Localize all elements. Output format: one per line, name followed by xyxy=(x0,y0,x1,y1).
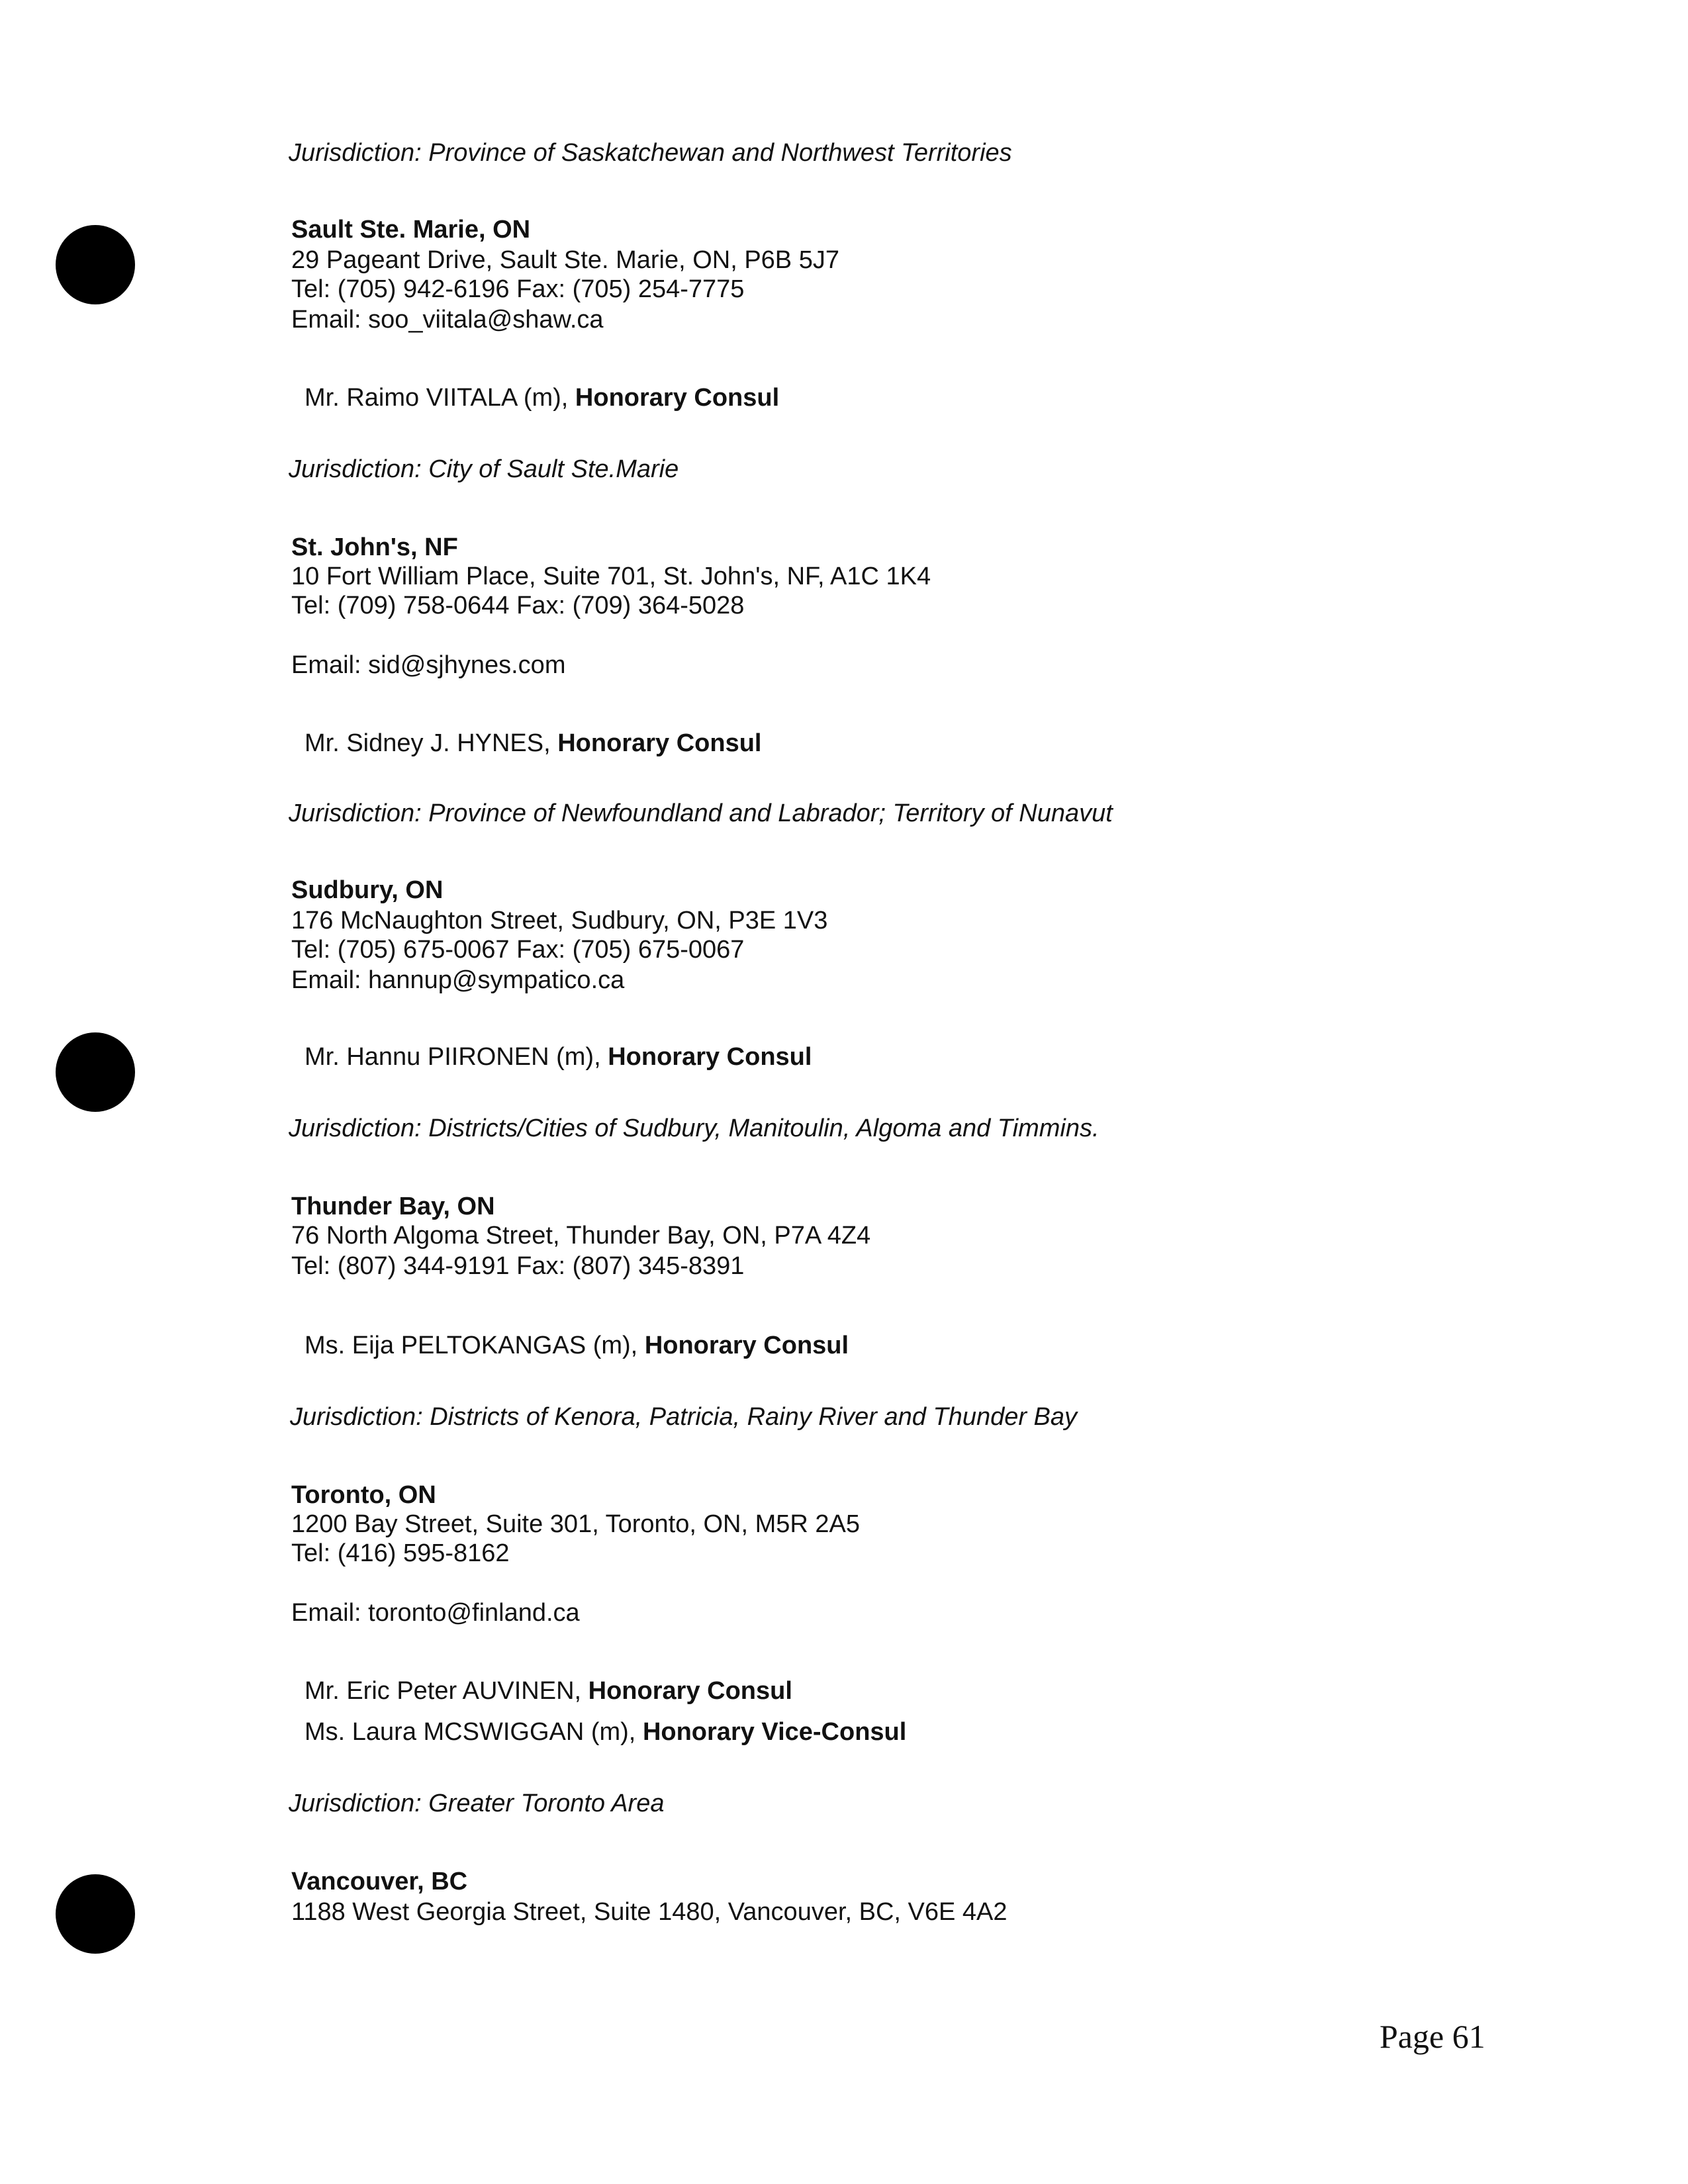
officer-line xyxy=(305,728,761,758)
city-heading: Vancouver, BC xyxy=(291,1868,468,1895)
address-line: 1188 West Georgia Street, Suite 1480, Vancouver, BC, V6E 4A2 xyxy=(291,1898,1008,1926)
officer-name: Ms. Laura MCSWIGGAN (m), xyxy=(305,1718,636,1746)
punch-hole-top xyxy=(56,225,135,304)
email-line: Email: hannup@sympatico.ca xyxy=(291,966,625,994)
officer-name: Mr. Raimo VIITALA (m), xyxy=(305,384,569,412)
email-line: Email: soo_viitala@shaw.ca xyxy=(291,306,604,334)
page-number: Page 61 xyxy=(1380,2018,1485,2055)
jurisdiction-text: Jurisdiction: City of Sault Ste.Marie xyxy=(289,455,679,483)
phone-line: Tel: (705) 942-6196 Fax: (705) 254-7775 xyxy=(291,275,745,303)
officer-name: Mr. Hannu PIIRONEN (m), xyxy=(305,1043,601,1071)
officer-name: Mr. Eric Peter AUVINEN, xyxy=(305,1677,582,1705)
address-line: 10 Fort William Place, Suite 701, St. John's, NF, A1C 1K4 xyxy=(291,563,931,590)
officer-name: Mr. Sidney J. HYNES, xyxy=(305,729,551,757)
officer-title: Honorary Consul xyxy=(575,384,780,412)
punch-hole-middle xyxy=(56,1032,135,1112)
officer-title: Honorary Consul xyxy=(608,1043,812,1071)
address-line: 1200 Bay Street, Suite 301, Toronto, ON, M5R 2A5 xyxy=(291,1510,861,1538)
phone-line: Tel: (705) 675-0067 Fax: (705) 675-0067 xyxy=(291,936,745,964)
officer-line xyxy=(305,1330,849,1361)
officer-title: Honorary Consul xyxy=(644,1332,849,1359)
officer-title: Honorary Consul xyxy=(557,729,762,757)
officer-name: Ms. Eija PELTOKANGAS (m), xyxy=(305,1332,638,1359)
city-heading: Sudbury, ON xyxy=(291,876,444,904)
phone-line: Tel: (416) 595-8162 xyxy=(291,1539,510,1567)
officer-line xyxy=(305,383,779,413)
punch-hole-bottom xyxy=(56,1874,135,1954)
phone-line: Tel: (709) 758-0644 Fax: (709) 364-5028 xyxy=(291,592,745,619)
jurisdiction-text: Jurisdiction: Province of Saskatchewan and Northwest Territories xyxy=(289,139,1012,167)
phone-line: Tel: (807) 344-9191 Fax: (807) 345-8391 xyxy=(291,1252,745,1280)
city-heading: Thunder Bay, ON xyxy=(291,1193,495,1220)
city-heading: St. John's, NF xyxy=(291,533,458,561)
jurisdiction-text: Jurisdiction: Greater Toronto Area xyxy=(289,1790,665,1817)
officer-line xyxy=(305,1717,906,1747)
email-line: Email: toronto@finland.ca xyxy=(291,1599,580,1627)
city-heading: Toronto, ON xyxy=(291,1481,436,1509)
email-line: Email: sid@sjhynes.com xyxy=(291,651,566,679)
jurisdiction-text: Jurisdiction: Province of Newfoundland and Labrador; Territory of Nunavut xyxy=(289,799,1113,827)
city-heading: Sault Ste. Marie, ON xyxy=(291,216,531,244)
officer-title: Honorary Vice-Consul xyxy=(642,1718,907,1746)
address-line: 76 North Algoma Street, Thunder Bay, ON, P7A 4Z4 xyxy=(291,1222,871,1250)
officer-title: Honorary Consul xyxy=(588,1677,792,1705)
address-line: 29 Pageant Drive, Sault Ste. Marie, ON, P6B 5J7 xyxy=(291,246,839,274)
officer-line xyxy=(305,1042,812,1072)
address-line: 176 McNaughton Street, Sudbury, ON, P3E 1V3 xyxy=(291,907,828,934)
officer-line xyxy=(305,1676,792,1706)
jurisdiction-text: Jurisdiction: Districts of Kenora, Patricia, Rainy River and Thunder Bay xyxy=(290,1403,1078,1431)
jurisdiction-text: Jurisdiction: Districts/Cities of Sudbury, Manitoulin, Algoma and Timmins. xyxy=(289,1115,1100,1142)
